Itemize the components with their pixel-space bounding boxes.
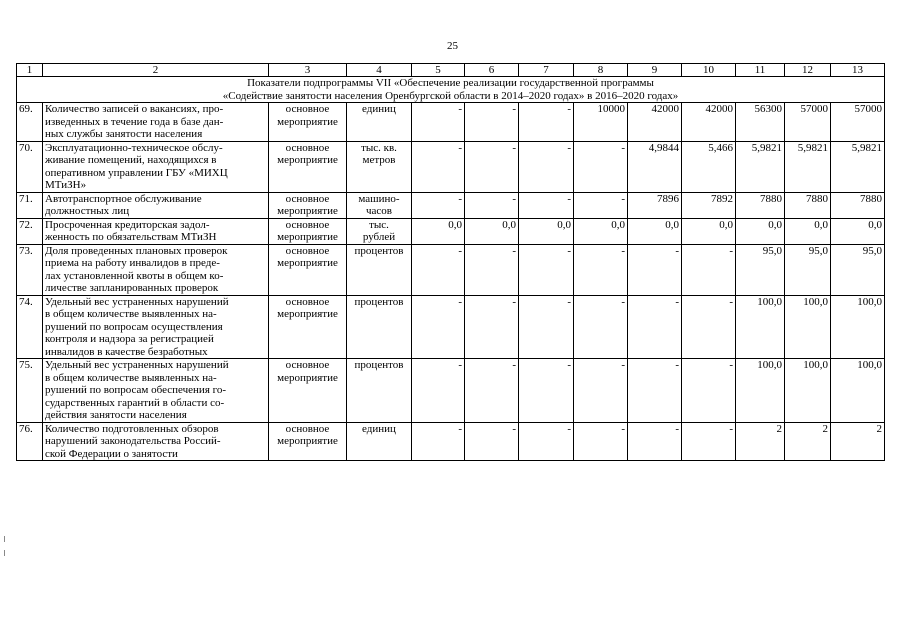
column-number-5: 5 [412,64,465,77]
value-cell: 0,0 [628,218,682,244]
value-cell: - [519,244,574,295]
column-numbers-row [17,64,885,77]
value-cell: 0,0 [682,218,736,244]
page-number: 25 [447,40,458,52]
value-cell: - [412,192,465,218]
row-number: 69. [17,103,43,142]
value-cell: - [628,422,682,461]
value-cell: - [465,244,519,295]
value-cell: - [574,192,628,218]
value-cell: 7880 [785,192,831,218]
table-row [17,218,885,244]
row-number: 70. [17,141,43,192]
value-cell: 0,0 [831,218,885,244]
column-number-3: 3 [269,64,347,77]
value-cell: - [574,422,628,461]
section-header-row [17,77,885,103]
value-cell: - [412,141,465,192]
value-cell: 10000 [574,103,628,142]
value-cell: - [519,422,574,461]
value-cell: 0,0 [785,218,831,244]
value-cell: 42000 [628,103,682,142]
value-cell: 95,0 [736,244,785,295]
value-cell: - [465,141,519,192]
value-cell: 2 [785,422,831,461]
column-number-1: 1 [17,64,43,77]
value-cell: 0,0 [519,218,574,244]
unit: тыс. кв. метров [347,141,412,192]
value-cell: 5,9821 [736,141,785,192]
value-cell: - [574,359,628,423]
value-cell: 57000 [831,103,885,142]
measure-type: основное мероприятие [269,103,347,142]
value-cell: 57000 [785,103,831,142]
value-cell: - [465,103,519,142]
value-cell: - [682,295,736,359]
value-cell: 7880 [831,192,885,218]
table-row [17,141,885,192]
unit: процентов [347,359,412,423]
margin-mark [4,536,5,542]
value-cell: - [465,422,519,461]
table-row [17,422,885,461]
column-number-12: 12 [785,64,831,77]
table-row [17,244,885,295]
column-number-7: 7 [519,64,574,77]
measure-type: основное мероприятие [269,244,347,295]
value-cell: 7896 [628,192,682,218]
measure-type: основное мероприятие [269,295,347,359]
value-cell: - [412,295,465,359]
value-cell: - [574,295,628,359]
value-cell: - [465,295,519,359]
value-cell: - [465,359,519,423]
unit: единиц [347,422,412,461]
table-row [17,192,885,218]
value-cell: - [519,103,574,142]
value-cell: 5,9821 [785,141,831,192]
value-cell: 95,0 [785,244,831,295]
section-title-line2: «Содействие занятости населения Оренбургской области в 2014–2020 годах» в 2016–2020 годах» [222,89,679,102]
measure-type: основное мероприятие [269,141,347,192]
row-number: 74. [17,295,43,359]
column-number-10: 10 [682,64,736,77]
value-cell: - [412,359,465,423]
row-number: 75. [17,359,43,423]
value-cell: 0,0 [465,218,519,244]
indicator-name: Эксплуатационно-техническое обслу- живание помещений, находящихся в оперативном управлении ГБУ «МИХЦ МТиЗН» [43,141,269,192]
value-cell: 100,0 [831,295,885,359]
indicator-name: Удельный вес устраненных нарушений в общем количестве выявленных на- рушений по вопросам обеспечения го- сударственных гарантий в области со- действия занятости населения [43,359,269,423]
column-number-8: 8 [574,64,628,77]
unit: машино- часов [347,192,412,218]
section-title [17,77,885,103]
value-cell: 100,0 [831,359,885,423]
row-number: 71. [17,192,43,218]
unit: тыс. рублей [347,218,412,244]
table-body [17,64,885,461]
value-cell: - [465,192,519,218]
value-cell: - [628,295,682,359]
indicator-name: Количество подготовленных обзоров нарушений законодательства Россий- ской Федерации о занятости [43,422,269,461]
column-number-13: 13 [831,64,885,77]
value-cell: - [519,141,574,192]
value-cell: - [628,359,682,423]
indicator-name: Автотранспортное обслуживание должностных лиц [43,192,269,218]
value-cell: 5,9821 [831,141,885,192]
value-cell: 42000 [682,103,736,142]
measure-type: основное мероприятие [269,192,347,218]
column-number-4: 4 [347,64,412,77]
value-cell: - [682,359,736,423]
value-cell: 2 [831,422,885,461]
value-cell: - [628,244,682,295]
column-number-9: 9 [628,64,682,77]
section-title-line1: Показатели подпрограммы VII «Обеспечение реализации государственной программы [247,77,654,89]
value-cell: - [574,141,628,192]
measure-type: основное мероприятие [269,218,347,244]
value-cell: 0,0 [412,218,465,244]
unit: единиц [347,103,412,142]
value-cell: 95,0 [831,244,885,295]
indicator-name: Удельный вес устраненных нарушений в общем количестве выявленных на- рушений по вопросам осуществления контроля и надзора за регистрацией инвалидов в качестве безработных [43,295,269,359]
row-number: 76. [17,422,43,461]
measure-type: основное мероприятие [269,359,347,423]
value-cell: 4,9844 [628,141,682,192]
value-cell: 100,0 [785,359,831,423]
value-cell: - [519,192,574,218]
value-cell: 56300 [736,103,785,142]
table-row [17,103,885,142]
table-row [17,359,885,423]
indicator-name: Просроченная кредиторская задол- женность по обязательствам МТиЗН [43,218,269,244]
table-row [17,295,885,359]
value-cell: 100,0 [736,295,785,359]
value-cell: - [682,422,736,461]
indicators-table [16,63,885,461]
row-number: 73. [17,244,43,295]
value-cell: - [412,103,465,142]
unit: процентов [347,244,412,295]
value-cell: - [519,359,574,423]
value-cell: - [519,295,574,359]
value-cell: 2 [736,422,785,461]
row-number: 72. [17,218,43,244]
value-cell: - [682,244,736,295]
value-cell: 100,0 [736,359,785,423]
value-cell: - [412,244,465,295]
value-cell: 7880 [736,192,785,218]
value-cell: - [412,422,465,461]
column-number-6: 6 [465,64,519,77]
margin-mark [4,550,5,556]
value-cell: 100,0 [785,295,831,359]
measure-type: основное мероприятие [269,422,347,461]
column-number-2: 2 [43,64,269,77]
indicator-name: Количество записей о вакансиях, про- изведенных в течение года в базе дан- ных службы занятости населения [43,103,269,142]
column-number-11: 11 [736,64,785,77]
value-cell: 5,466 [682,141,736,192]
value-cell: 7892 [682,192,736,218]
value-cell: 0,0 [574,218,628,244]
unit: процентов [347,295,412,359]
indicator-name: Доля проведенных плановых проверок приема на работу инвалидов в преде- лах установленной квоты в общем ко- личестве запланированных проверок [43,244,269,295]
value-cell: 0,0 [736,218,785,244]
value-cell: - [574,244,628,295]
